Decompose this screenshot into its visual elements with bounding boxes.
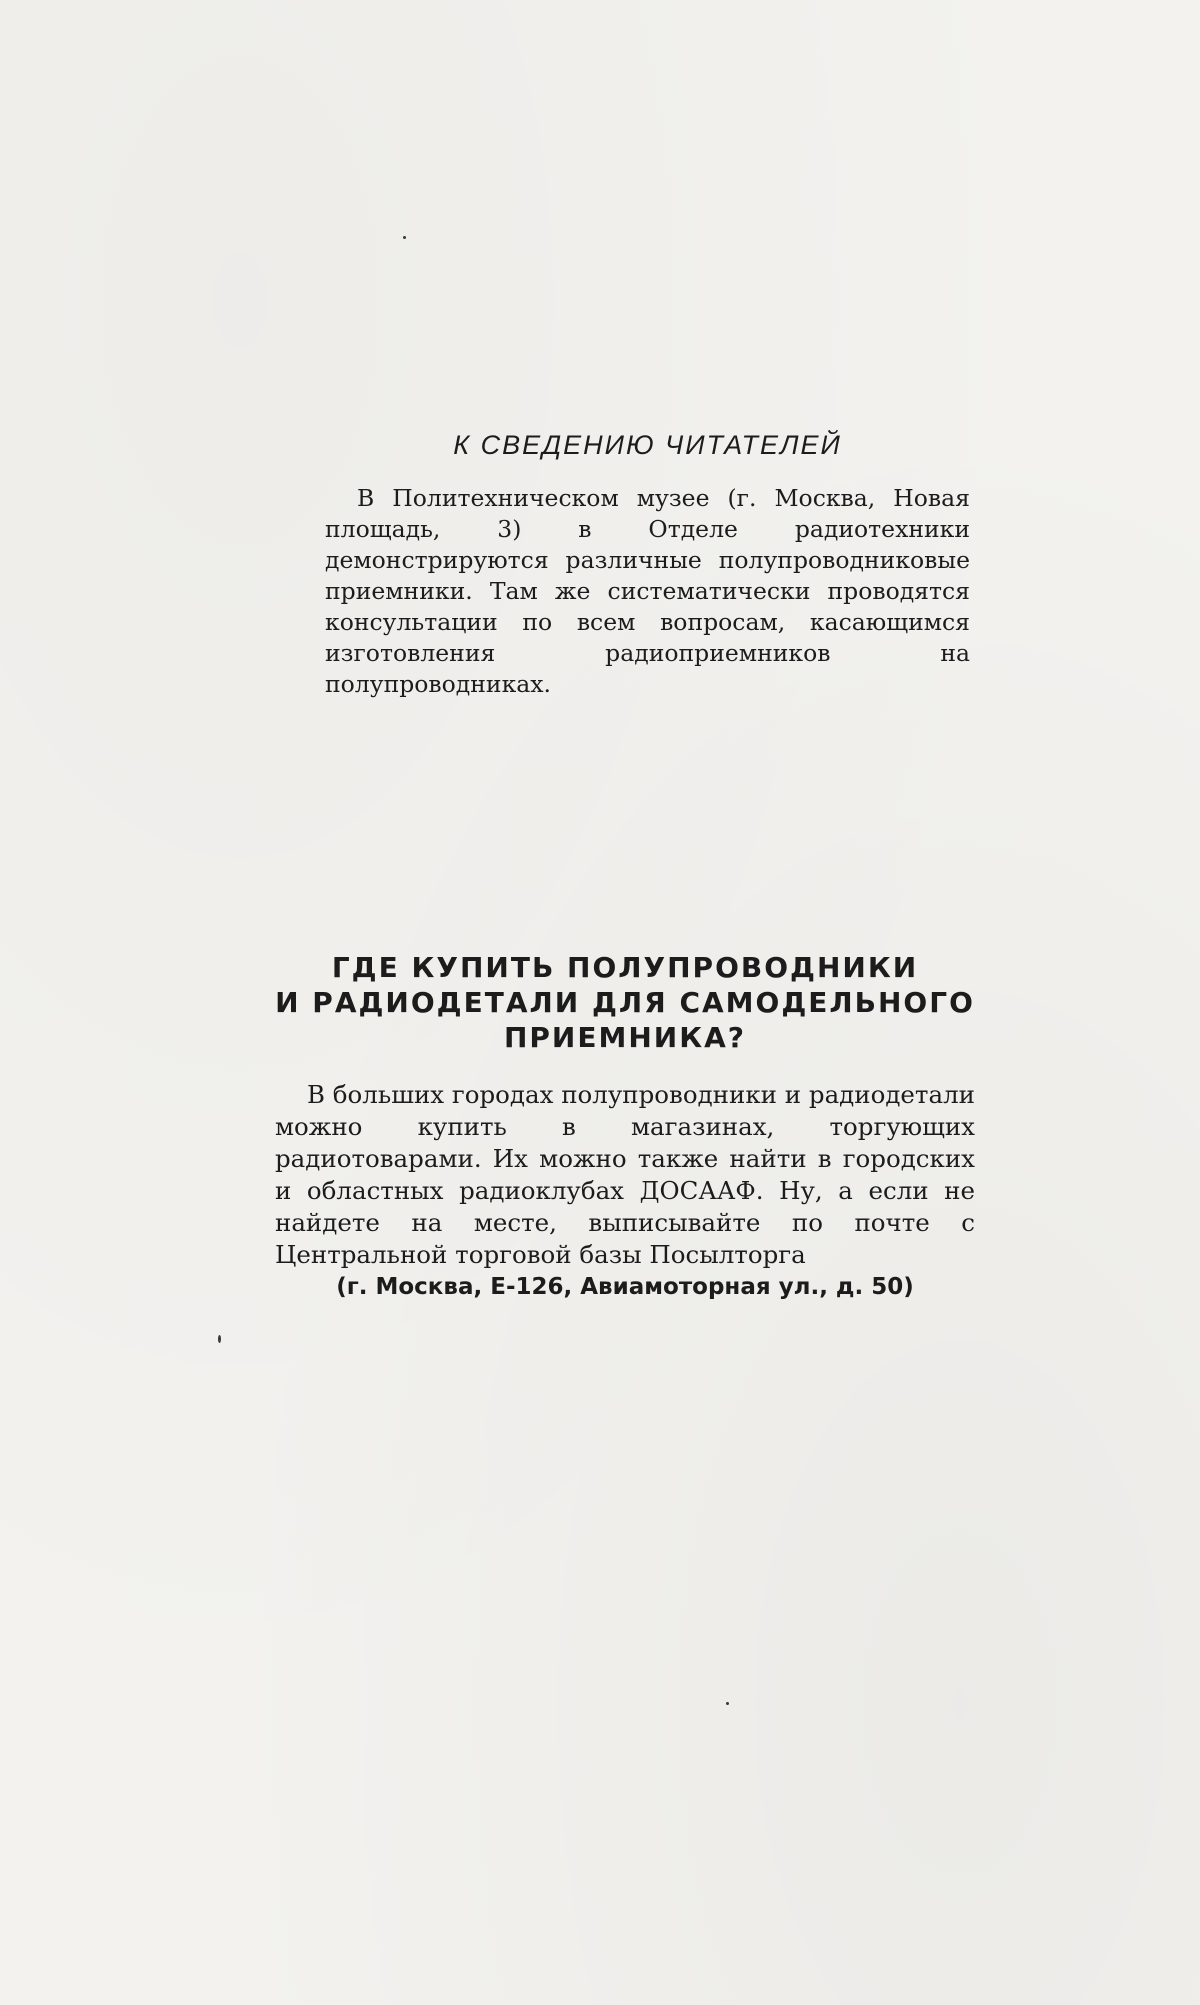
reader-notice [325,430,970,700]
purchase-title-line-2: И РАДИОДЕТАЛИ ДЛЯ САМОДЕЛЬНОГО [275,986,975,1019]
purchase-title-line-1: ГДЕ КУПИТЬ ПОЛУПРОВОДНИКИ [331,951,919,984]
notice-body: В Политехническом музее (г. Москва, Новая площадь, 3) в Отделе радиотехники демонстрируются различные полупроводниковые приемники. Там же систематически проводятся консультации по всем вопросам, касающимся изготовления радиоприемников на полупроводниках. [325,484,970,698]
purchase-address: (г. Москва, Е-126, Авиамоторная ул., д. 50) [336,1274,914,1300]
notice-title: К СВЕДЕНИЮ ЧИТАТЕЛЕЙ [453,430,842,460]
print-speck [218,1335,221,1343]
purchase-section-title [275,950,975,1055]
print-speck [726,1702,729,1705]
print-speck [403,236,406,239]
purchase-section-body: В больших городах полупроводники и радиодетали можно купить в магазинах, торгующих радиотоварами. Их можно также найти в городских и областных радиоклубах ДОСААФ. Ну, а если не найдете на месте, выписывайте по почте с Центральной торговой базы Посылторга [275,1080,975,1269]
purchase-title-line-3: ПРИЕМНИКА? [503,1021,747,1054]
purchase-section [275,950,975,1303]
